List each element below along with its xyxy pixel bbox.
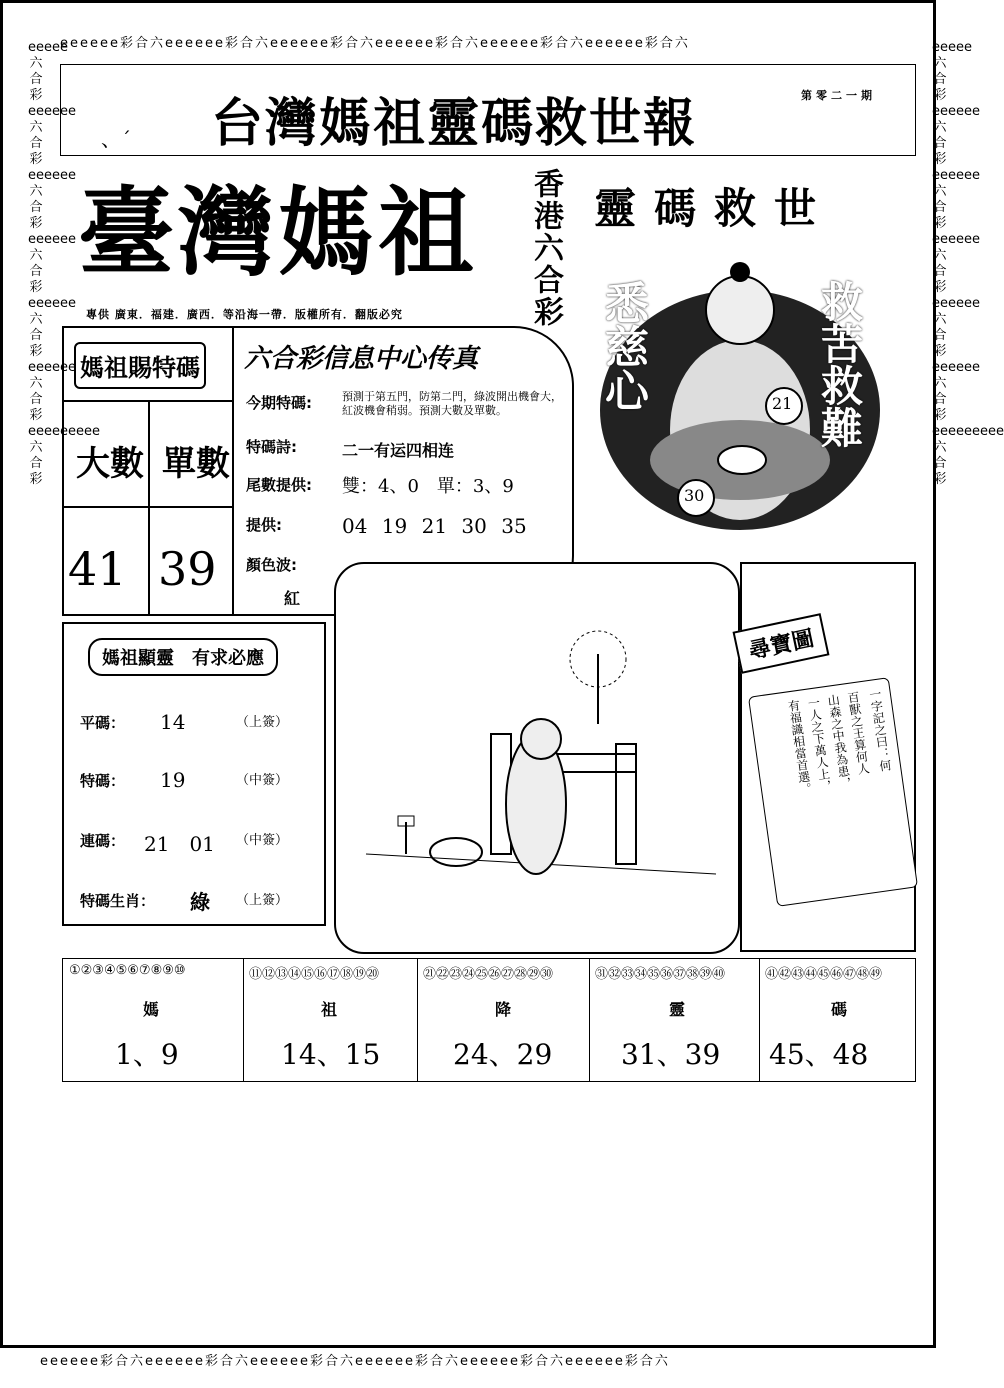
- group-5-char: 碼: [831, 1000, 848, 1019]
- group-3: [417, 959, 590, 1081]
- header-tick-mark: 、ˊ: [101, 127, 131, 151]
- bless-value-1: 14: [160, 710, 186, 734]
- special-code-grid: [64, 400, 232, 616]
- group-4: [589, 959, 760, 1081]
- picture-panel: [334, 562, 740, 954]
- group-5-nums: 45、48: [769, 1038, 869, 1071]
- group-5-dots: ㊶㊷㊸㊹㊺㊻㊼㊽㊾: [765, 967, 883, 982]
- info-label-2: 特碼詩:: [246, 438, 297, 456]
- info-value-2: 二一有运四相连: [342, 441, 455, 460]
- group-2-nums: 14、15: [281, 1038, 381, 1071]
- info-label-5: 顏色波:: [246, 556, 297, 574]
- info-label-1: 今期特碼:: [246, 394, 312, 412]
- treasure-box: [740, 562, 916, 952]
- treasure-scroll: [748, 677, 918, 907]
- info-value-4: 04 19 21 30 35: [342, 514, 527, 538]
- special-code-divider-v: [148, 402, 150, 616]
- emblem-right-vertical: 救苦救難: [815, 280, 864, 448]
- bear-illustration: [336, 564, 738, 952]
- bless-value-3: 21 01: [144, 832, 215, 856]
- bless-tag-2: （中簽）: [236, 773, 289, 788]
- info-value-3: 雙：4、0 單：3、9: [342, 476, 514, 497]
- masthead-title: 臺灣媽祖: [78, 177, 478, 289]
- special-code-divider-h: [64, 506, 232, 508]
- group-3-char: 降: [495, 1000, 512, 1019]
- emblem-number-2: 30: [684, 486, 705, 505]
- emblem-arc-text: 靈碼救世: [594, 184, 835, 233]
- treasure-col-3: 山森之中我為患，: [825, 693, 853, 791]
- bless-box: [62, 622, 326, 926]
- group-5: [759, 959, 915, 1081]
- treasure-col-1: 一字記之曰：何: [867, 687, 893, 773]
- treasure-col-2: 百獸之王算何人: [845, 690, 871, 776]
- border-left-text: еееее六合彩ееееее六合彩ееееее六合彩ееееее六合彩ееееее六合彩ееееее六合彩еееееееее六合彩: [28, 40, 100, 487]
- group-4-nums: 31、39: [621, 1038, 721, 1071]
- col2-value: 39: [158, 542, 217, 596]
- group-3-nums: 24、29: [453, 1038, 553, 1071]
- treasure-title: 尋寶圖: [733, 613, 830, 674]
- treasure-col-5: 有福識相當首選。: [785, 698, 814, 796]
- header-box: [60, 64, 916, 156]
- info-value-5: 紅: [284, 589, 301, 608]
- info-title: 六合彩信息中心传真: [244, 344, 479, 374]
- emblem-left-vertical: 悉慈心: [597, 280, 648, 412]
- info-label-4: 提供:: [246, 516, 282, 534]
- bless-label-4: 特碼生肖：: [80, 892, 156, 910]
- info-value-1: 預測于第五門，防第二門，綠波開出機會大，紅波機會稍弱。預測大數及單數。: [342, 390, 562, 417]
- group-1-dots: ①②③④⑤⑥⑦⑧⑨⑩: [69, 963, 186, 978]
- header-title: 台灣媽祖靈碼救世報: [211, 94, 698, 154]
- group-1-nums: 1、9: [115, 1038, 179, 1071]
- bless-value-2: 19: [160, 768, 186, 792]
- border-right-text: еееее六合彩ееееее六合彩ееееее六合彩ееееее六合彩ееееее六合彩ееееее六合彩еееееееее六合彩: [932, 40, 1004, 487]
- masthead-subline: 專供 廣東．福建．廣西．等沿海一帶．版權所有．翻版必究: [86, 308, 403, 321]
- issue-number: 第零二一期: [801, 89, 876, 102]
- bless-label-3: 連碼：: [80, 832, 126, 850]
- special-code-header: 媽祖賜特碼: [74, 342, 206, 389]
- group-4-char: 靈: [669, 1000, 686, 1019]
- border-top-text: ееееее彩合六ееееее彩合六ееееее彩合六ееееее彩合六ееееее彩合六ееееее彩合六: [60, 36, 690, 51]
- bless-title: 媽祖顯靈 有求必應: [88, 638, 278, 676]
- col1-label: 大數: [76, 444, 144, 484]
- group-1: [63, 959, 244, 1081]
- group-2-dots: ⑪⑫⑬⑭⑮⑯⑰⑱⑲⑳: [249, 967, 380, 982]
- bless-value-4: 綠: [190, 890, 210, 914]
- emblem: [580, 160, 910, 540]
- emblem-number-1: 21: [772, 394, 793, 413]
- group-2: [243, 959, 418, 1081]
- info-label-3: 尾數提供:: [246, 476, 312, 494]
- group-4-dots: ㉛㉜㉝㉞㉟㊱㊲㊳㊴㊵: [595, 967, 726, 982]
- masthead-side-vertical: 香港六合彩: [528, 168, 563, 328]
- bless-label-1: 平碼：: [80, 714, 126, 732]
- col1-value: 41: [68, 542, 127, 596]
- bless-label-2: 特碼：: [80, 772, 126, 790]
- groups-row: [62, 958, 916, 1082]
- treasure-col-4: 一人之下萬人上，: [805, 695, 833, 793]
- group-1-char: 媽: [143, 1000, 160, 1019]
- group-3-dots: ㉑㉒㉓㉔㉕㉖㉗㉘㉙㉚: [423, 967, 554, 982]
- group-2-char: 祖: [321, 1000, 338, 1019]
- bless-tag-4: （上簽）: [236, 893, 289, 908]
- border-bottom-text: ееееее彩合六ееееее彩合六ееееее彩合六ееееее彩合六ееееее彩合六ееееее彩合六: [40, 1354, 670, 1369]
- special-code-box: [62, 326, 234, 616]
- bless-tag-1: （上簽）: [236, 715, 289, 730]
- bless-tag-3: （中簽）: [236, 833, 289, 848]
- col2-label: 單數: [162, 444, 230, 484]
